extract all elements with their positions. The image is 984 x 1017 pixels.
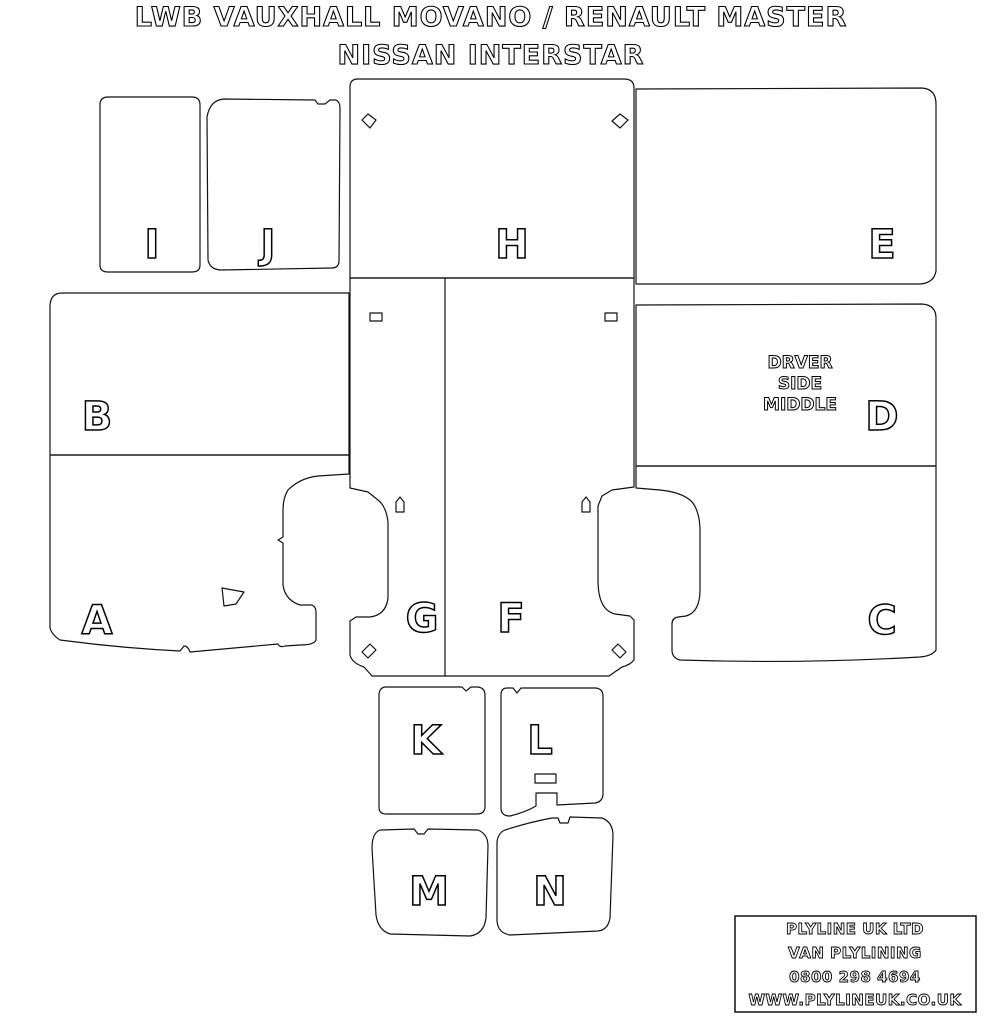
panel-l	[501, 688, 603, 816]
company-phone: 0800 298 4694	[789, 968, 921, 986]
company-website: WWW.PLYLINEUK.CO.UK	[748, 991, 962, 1009]
panel-i-label: I	[144, 222, 160, 268]
panel-f-cutout-top	[605, 313, 617, 321]
company-name: PLYLINE UK LTD	[785, 920, 925, 938]
panel-c-label: C	[867, 598, 897, 644]
panel-l-label: L	[527, 718, 553, 764]
panel-floor-g-f	[350, 278, 634, 676]
panel-f-cutout-middle	[582, 497, 590, 512]
panel-e-label: E	[868, 222, 896, 268]
panel-b-label: B	[81, 394, 113, 440]
panel-n-label: N	[533, 869, 567, 915]
panel-m-label: M	[409, 869, 449, 915]
panel-d-note-line-3: MIDDLE	[763, 395, 837, 415]
panel-h-cutout-left	[362, 114, 376, 128]
panel-a-cutout	[222, 588, 244, 606]
panel-b	[50, 293, 349, 455]
panel-k	[379, 687, 485, 814]
company-info-box	[735, 916, 976, 1012]
panel-g-cutout-top	[370, 313, 382, 321]
panel-d-note-line-2: SIDE	[777, 374, 823, 394]
panel-n	[497, 817, 613, 935]
panel-j-label: J	[260, 222, 276, 268]
panel-e	[636, 88, 936, 284]
panel-d-label: D	[865, 394, 899, 440]
panel-i	[100, 97, 200, 272]
company-service: VAN PLYLINING	[788, 944, 922, 962]
panel-d-note-line-1: DRVER	[767, 353, 833, 373]
panel-d	[636, 304, 936, 466]
title-line-2: NISSAN INTERSTAR	[337, 40, 645, 71]
panel-j	[207, 99, 340, 270]
panel-k-label: K	[410, 718, 442, 764]
panel-f-cutout-bottom	[612, 644, 626, 658]
panel-m	[372, 829, 488, 936]
panel-h	[350, 79, 634, 278]
panel-g-cutout-bottom	[362, 644, 376, 658]
panel-g-cutout-middle	[396, 497, 404, 512]
panel-c	[636, 466, 936, 661]
panel-l-slot	[535, 774, 556, 783]
panel-a	[50, 455, 349, 652]
panel-h-cutout-right	[612, 114, 628, 128]
panel-f-label: F	[497, 596, 525, 642]
title-line-1: LWB VAUXHALL MOVANO / RENAULT MASTER	[134, 2, 848, 33]
panel-g-label: G	[405, 596, 439, 642]
panel-h-label: H	[495, 222, 529, 268]
panel-a-label: A	[81, 598, 113, 644]
